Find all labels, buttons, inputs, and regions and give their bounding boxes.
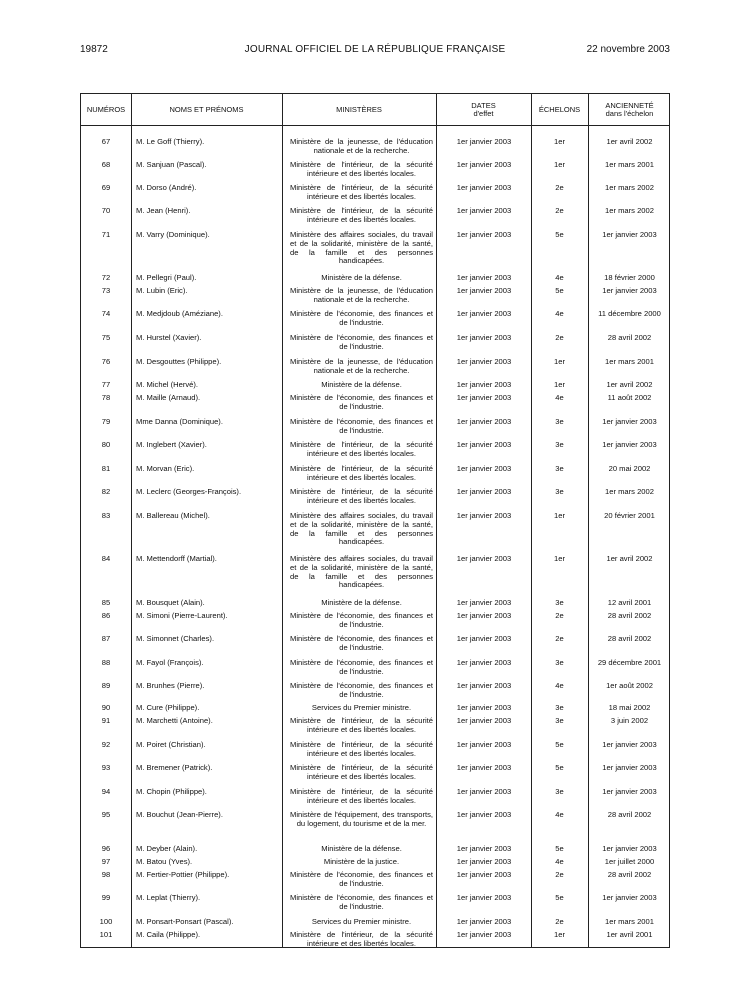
row-seniority: 1er avril 2002 [606, 380, 653, 389]
row-ministry: Services du Premier ministre. [311, 917, 412, 926]
row-seniority: 28 avril 2002 [607, 870, 652, 879]
row-echelon: 1er [554, 357, 565, 366]
row-echelon: 1er [554, 380, 565, 389]
row-number: 87 [101, 634, 111, 643]
row-seniority: 28 avril 2002 [607, 333, 652, 342]
row-effective-date: 1er janvier 2003 [456, 658, 512, 667]
row-number: 89 [101, 681, 111, 690]
row-name: M. Simonnet (Charles). [136, 634, 215, 643]
row-ministry: Ministère de l'économie, des finances et de l'industrie. [290, 333, 433, 351]
row-effective-date: 1er janvier 2003 [456, 206, 512, 215]
row-seniority: 1er août 2002 [606, 681, 653, 690]
row-name: M. Desgouttes (Philippe). [136, 357, 222, 366]
row-seniority: 18 février 2000 [604, 273, 655, 282]
row-name: M. Morvan (Eric). [136, 464, 195, 473]
row-effective-date: 1er janvier 2003 [456, 703, 512, 712]
row-ministry: Ministère des affaires sociales, du travail et de la solidarité, ministère de la santé, de la famille et des personnes handicapées. [290, 554, 433, 590]
row-name: M. Jean (Henri). [136, 206, 191, 215]
row-echelon: 3e [555, 417, 564, 426]
row-effective-date: 1er janvier 2003 [456, 440, 512, 449]
row-number: 91 [101, 716, 111, 725]
row-name: M. Marchetti (Antoine). [136, 716, 213, 725]
row-number: 92 [101, 740, 111, 749]
row-effective-date: 1er janvier 2003 [456, 286, 512, 295]
row-number: 93 [101, 763, 111, 772]
row-ministry: Ministère de l'économie, des finances et de l'industrie. [290, 681, 433, 699]
row-ministry: Ministère de l'intérieur, de la sécurité intérieure et des libertés locales. [290, 183, 433, 201]
row-seniority: 1er janvier 2003 [602, 286, 657, 295]
row-echelon: 3e [555, 598, 564, 607]
row-number: 97 [101, 857, 111, 866]
row-ministry: Ministère de l'intérieur, de la sécurité intérieure et des libertés locales. [290, 464, 433, 482]
row-seniority: 1er janvier 2003 [602, 230, 657, 239]
row-seniority: 20 mai 2002 [608, 464, 651, 473]
row-number: 86 [101, 611, 111, 620]
row-effective-date: 1er janvier 2003 [456, 554, 512, 563]
row-number: 80 [101, 440, 111, 449]
row-echelon: 2e [555, 634, 564, 643]
row-seniority: 1er janvier 2003 [602, 417, 657, 426]
row-name: M. Michel (Hervé). [136, 380, 199, 389]
row-seniority: 1er janvier 2003 [602, 440, 657, 449]
row-effective-date: 1er janvier 2003 [456, 634, 512, 643]
row-name: M. Chopin (Philippe). [136, 787, 207, 796]
row-effective-date: 1er janvier 2003 [456, 183, 512, 192]
row-effective-date: 1er janvier 2003 [456, 716, 512, 725]
row-echelon: 3e [555, 487, 564, 496]
row-name: M. Bremener (Patrick). [136, 763, 213, 772]
row-effective-date: 1er janvier 2003 [456, 763, 512, 772]
row-seniority: 28 avril 2002 [607, 611, 652, 620]
row-name: M. Cure (Philippe). [136, 703, 200, 712]
row-echelon: 2e [555, 333, 564, 342]
row-name: M. Batou (Yves). [136, 857, 193, 866]
row-effective-date: 1er janvier 2003 [456, 917, 512, 926]
row-effective-date: 1er janvier 2003 [456, 681, 512, 690]
row-seniority: 1er mars 2001 [605, 160, 654, 169]
row-ministry: Ministère des affaires sociales, du travail et de la solidarité, ministère de la santé, de la famille et des personnes handicapées. [290, 511, 433, 547]
row-echelon: 1er [554, 137, 565, 146]
row-echelon: 5e [555, 740, 564, 749]
row-seniority: 1er mars 2002 [605, 487, 654, 496]
row-effective-date: 1er janvier 2003 [456, 333, 512, 342]
row-seniority: 1er avril 2002 [606, 137, 653, 146]
header-numeros: NUMÉROS [86, 105, 126, 114]
row-ministry: Ministère de l'intérieur, de la sécurité intérieure et des libertés locales. [290, 206, 433, 224]
row-number: 76 [101, 357, 111, 366]
row-effective-date: 1er janvier 2003 [456, 137, 512, 146]
row-number: 95 [101, 810, 111, 819]
row-echelon: 1er [554, 554, 565, 563]
row-seniority: 1er janvier 2003 [602, 763, 657, 772]
row-number: 82 [101, 487, 111, 496]
row-seniority: 28 avril 2002 [607, 634, 652, 643]
row-number: 71 [101, 230, 111, 239]
row-effective-date: 1er janvier 2003 [456, 273, 512, 282]
row-echelon: 1er [554, 511, 565, 520]
row-name: M. Brunhes (Pierre). [136, 681, 205, 690]
row-number: 67 [101, 137, 111, 146]
row-seniority: 20 février 2001 [604, 511, 655, 520]
row-ministry: Ministère de l'économie, des finances et de l'industrie. [290, 658, 433, 676]
row-name: M. Sanjuan (Pascal). [136, 160, 207, 169]
row-effective-date: 1er janvier 2003 [456, 930, 512, 939]
row-echelon: 4e [555, 393, 564, 402]
row-ministry: Ministère de la justice. [323, 857, 400, 866]
row-effective-date: 1er janvier 2003 [456, 844, 512, 853]
row-name: M. Leplat (Thierry). [136, 893, 201, 902]
row-ministry: Ministère de la jeunesse, de l'éducation nationale et de la recherche. [290, 286, 433, 304]
row-echelon: 4e [555, 857, 564, 866]
row-echelon: 4e [555, 681, 564, 690]
row-seniority: 1er avril 2002 [606, 554, 653, 563]
row-effective-date: 1er janvier 2003 [456, 393, 512, 402]
row-name: M. Varry (Dominique). [136, 230, 210, 239]
row-echelon: 3e [555, 658, 564, 667]
row-ministry: Ministère de la défense. [321, 380, 402, 389]
row-echelon: 2e [555, 917, 564, 926]
row-name: M. Caila (Philippe). [136, 930, 201, 939]
row-ministry: Ministère de l'intérieur, de la sécurité intérieure et des libertés locales. [290, 160, 433, 178]
row-ministry: Ministère de la défense. [321, 598, 402, 607]
row-echelon: 3e [555, 440, 564, 449]
row-echelon: 2e [555, 870, 564, 879]
row-number: 90 [101, 703, 111, 712]
row-name: M. Fayol (François). [136, 658, 204, 667]
row-echelon: 5e [555, 286, 564, 295]
row-seniority: 1er juillet 2000 [604, 857, 655, 866]
row-seniority: 12 avril 2001 [607, 598, 652, 607]
row-name: M. Leclerc (Georges-François). [136, 487, 242, 496]
row-effective-date: 1er janvier 2003 [456, 857, 512, 866]
row-seniority: 1er janvier 2003 [602, 844, 657, 853]
row-echelon: 2e [555, 206, 564, 215]
row-effective-date: 1er janvier 2003 [456, 309, 512, 318]
row-seniority: 1er janvier 2003 [602, 893, 657, 902]
page-header [80, 44, 670, 58]
row-number: 99 [101, 893, 111, 902]
row-seniority: 1er mars 2001 [605, 917, 654, 926]
row-echelon: 1er [554, 930, 565, 939]
row-name: M. Inglebert (Xavier). [136, 440, 207, 449]
row-number: 96 [101, 844, 111, 853]
row-echelon: 5e [555, 844, 564, 853]
row-echelon: 2e [555, 611, 564, 620]
row-echelon: 4e [555, 810, 564, 819]
row-name: M. Bouchut (Jean-Pierre). [136, 810, 223, 819]
row-seniority: 29 décembre 2001 [597, 658, 662, 667]
row-seniority: 1er avril 2001 [606, 930, 653, 939]
row-ministry: Ministère de la jeunesse, de l'éducation nationale et de la recherche. [290, 357, 433, 375]
publication-date: 22 novembre 2003 [586, 44, 670, 55]
row-effective-date: 1er janvier 2003 [456, 611, 512, 620]
row-seniority: 1er janvier 2003 [602, 740, 657, 749]
row-number: 100 [99, 917, 113, 926]
header-dates: DATES d'effet [471, 101, 496, 118]
row-effective-date: 1er janvier 2003 [456, 160, 512, 169]
row-name: M. Poiret (Christian). [136, 740, 206, 749]
row-number: 84 [101, 554, 111, 563]
row-echelon: 5e [555, 893, 564, 902]
row-ministry: Ministère de l'intérieur, de la sécurité intérieure et des libertés locales. [290, 930, 433, 948]
row-echelon: 5e [555, 230, 564, 239]
row-seniority: 1er mars 2002 [605, 183, 654, 192]
row-echelon: 4e [555, 273, 564, 282]
nominations-table [80, 93, 670, 948]
row-name: M. Fertier-Pottier (Philippe). [136, 870, 230, 879]
row-ministry: Ministère de l'économie, des finances et de l'industrie. [290, 893, 433, 911]
header-echelons: ÉCHELONS [538, 105, 581, 114]
row-seniority: 1er mars 2001 [605, 357, 654, 366]
row-name: M. Dorso (André). [136, 183, 197, 192]
row-seniority: 11 décembre 2000 [598, 309, 661, 318]
row-name: M. Mettendorff (Martial). [136, 554, 217, 563]
header-ministeres: MINISTÈRES [336, 105, 382, 114]
row-seniority: 1er janvier 2003 [602, 787, 657, 796]
row-ministry: Ministère de l'économie, des finances et de l'industrie. [290, 611, 433, 629]
row-effective-date: 1er janvier 2003 [456, 357, 512, 366]
row-name: M. Maille (Arnaud). [136, 393, 201, 402]
row-ministry: Ministère de l'économie, des finances et de l'industrie. [290, 393, 433, 411]
row-number: 72 [101, 273, 111, 282]
row-number: 70 [101, 206, 111, 215]
row-ministry: Ministère de l'équipement, des transports, du logement, du tourisme et de la mer. [290, 810, 433, 828]
row-effective-date: 1er janvier 2003 [456, 598, 512, 607]
row-echelon: 4e [555, 309, 564, 318]
row-ministry: Ministère de l'économie, des finances et de l'industrie. [290, 870, 433, 888]
row-name: M. Simoni (Pierre-Laurent). [136, 611, 228, 620]
row-name: M. Deyber (Alain). [136, 844, 198, 853]
row-number: 73 [101, 286, 111, 295]
page-number: 19872 [80, 44, 108, 55]
row-effective-date: 1er janvier 2003 [456, 230, 512, 239]
row-number: 101 [99, 930, 113, 939]
row-ministry: Ministère de la défense. [321, 273, 402, 282]
row-name: Mme Danna (Dominique). [136, 417, 223, 426]
row-seniority: 18 mai 2002 [608, 703, 651, 712]
row-ministry: Ministère de l'économie, des finances et de l'industrie. [290, 309, 433, 327]
row-seniority: 11 août 2002 [607, 393, 652, 402]
row-ministry: Ministère de l'intérieur, de la sécurité intérieure et des libertés locales. [290, 787, 433, 805]
row-name: M. Le Goff (Thierry). [136, 137, 205, 146]
row-number: 77 [101, 380, 111, 389]
row-ministry: Ministère de la défense. [321, 844, 402, 853]
row-ministry: Ministère de la jeunesse, de l'éducation nationale et de la recherche. [290, 137, 433, 155]
row-effective-date: 1er janvier 2003 [456, 511, 512, 520]
row-effective-date: 1er janvier 2003 [456, 810, 512, 819]
row-effective-date: 1er janvier 2003 [456, 870, 512, 879]
row-name: M. Pellegri (Paul). [136, 273, 197, 282]
row-ministry: Ministère de l'économie, des finances et de l'industrie. [290, 417, 433, 435]
row-name: M. Bousquet (Alain). [136, 598, 205, 607]
row-effective-date: 1er janvier 2003 [456, 487, 512, 496]
row-ministry: Ministère de l'intérieur, de la sécurité intérieure et des libertés locales. [290, 740, 433, 758]
row-seniority: 1er mars 2002 [605, 206, 654, 215]
row-name: M. Ponsart-Ponsart (Pascal). [136, 917, 234, 926]
row-ministry: Ministère de l'intérieur, de la sécurité intérieure et des libertés locales. [290, 716, 433, 734]
row-number: 81 [101, 464, 111, 473]
row-ministry: Ministère de l'économie, des finances et de l'industrie. [290, 634, 433, 652]
row-ministry: Ministère de l'intérieur, de la sécurité intérieure et des libertés locales. [290, 440, 433, 458]
row-ministry: Ministère de l'intérieur, de la sécurité intérieure et des libertés locales. [290, 487, 433, 505]
row-echelon: 3e [555, 716, 564, 725]
row-number: 83 [101, 511, 111, 520]
row-effective-date: 1er janvier 2003 [456, 380, 512, 389]
row-number: 85 [101, 598, 111, 607]
row-effective-date: 1er janvier 2003 [456, 464, 512, 473]
row-effective-date: 1er janvier 2003 [456, 417, 512, 426]
row-number: 88 [101, 658, 111, 667]
row-number: 69 [101, 183, 111, 192]
row-name: M. Lubin (Eric). [136, 286, 188, 295]
row-seniority: 3 juin 2002 [610, 716, 649, 725]
row-name: M. Hurstel (Xavier). [136, 333, 202, 342]
row-echelon: 1er [554, 160, 565, 169]
row-effective-date: 1er janvier 2003 [456, 893, 512, 902]
row-seniority: 28 avril 2002 [607, 810, 652, 819]
row-name: M. Medjdoub (Améziane). [136, 309, 223, 318]
header-noms: NOMS ET PRÉNOMS [169, 105, 244, 114]
row-ministry: Services du Premier ministre. [311, 703, 412, 712]
row-number: 78 [101, 393, 111, 402]
row-number: 98 [101, 870, 111, 879]
column-divider [131, 94, 132, 947]
row-number: 79 [101, 417, 111, 426]
row-ministry: Ministère des affaires sociales, du travail et de la solidarité, ministère de la santé, de la famille et des personnes handicapées. [290, 230, 433, 266]
row-ministry: Ministère de l'intérieur, de la sécurité intérieure et des libertés locales. [290, 763, 433, 781]
row-echelon: 5e [555, 763, 564, 772]
row-echelon: 2e [555, 183, 564, 192]
table-header [81, 94, 669, 126]
row-number: 94 [101, 787, 111, 796]
row-name: M. Ballereau (Michel). [136, 511, 210, 520]
row-number: 75 [101, 333, 111, 342]
header-anciennete: ANCIENNETÉ dans l'échelon [605, 101, 654, 118]
journal-title: JOURNAL OFFICIEL DE LA RÉPUBLIQUE FRANÇAISE [244, 44, 506, 55]
row-effective-date: 1er janvier 2003 [456, 787, 512, 796]
column-divider [282, 94, 283, 947]
row-echelon: 3e [555, 464, 564, 473]
row-number: 68 [101, 160, 111, 169]
row-number: 74 [101, 309, 111, 318]
row-effective-date: 1er janvier 2003 [456, 740, 512, 749]
row-echelon: 3e [555, 787, 564, 796]
row-echelon: 3e [555, 703, 564, 712]
